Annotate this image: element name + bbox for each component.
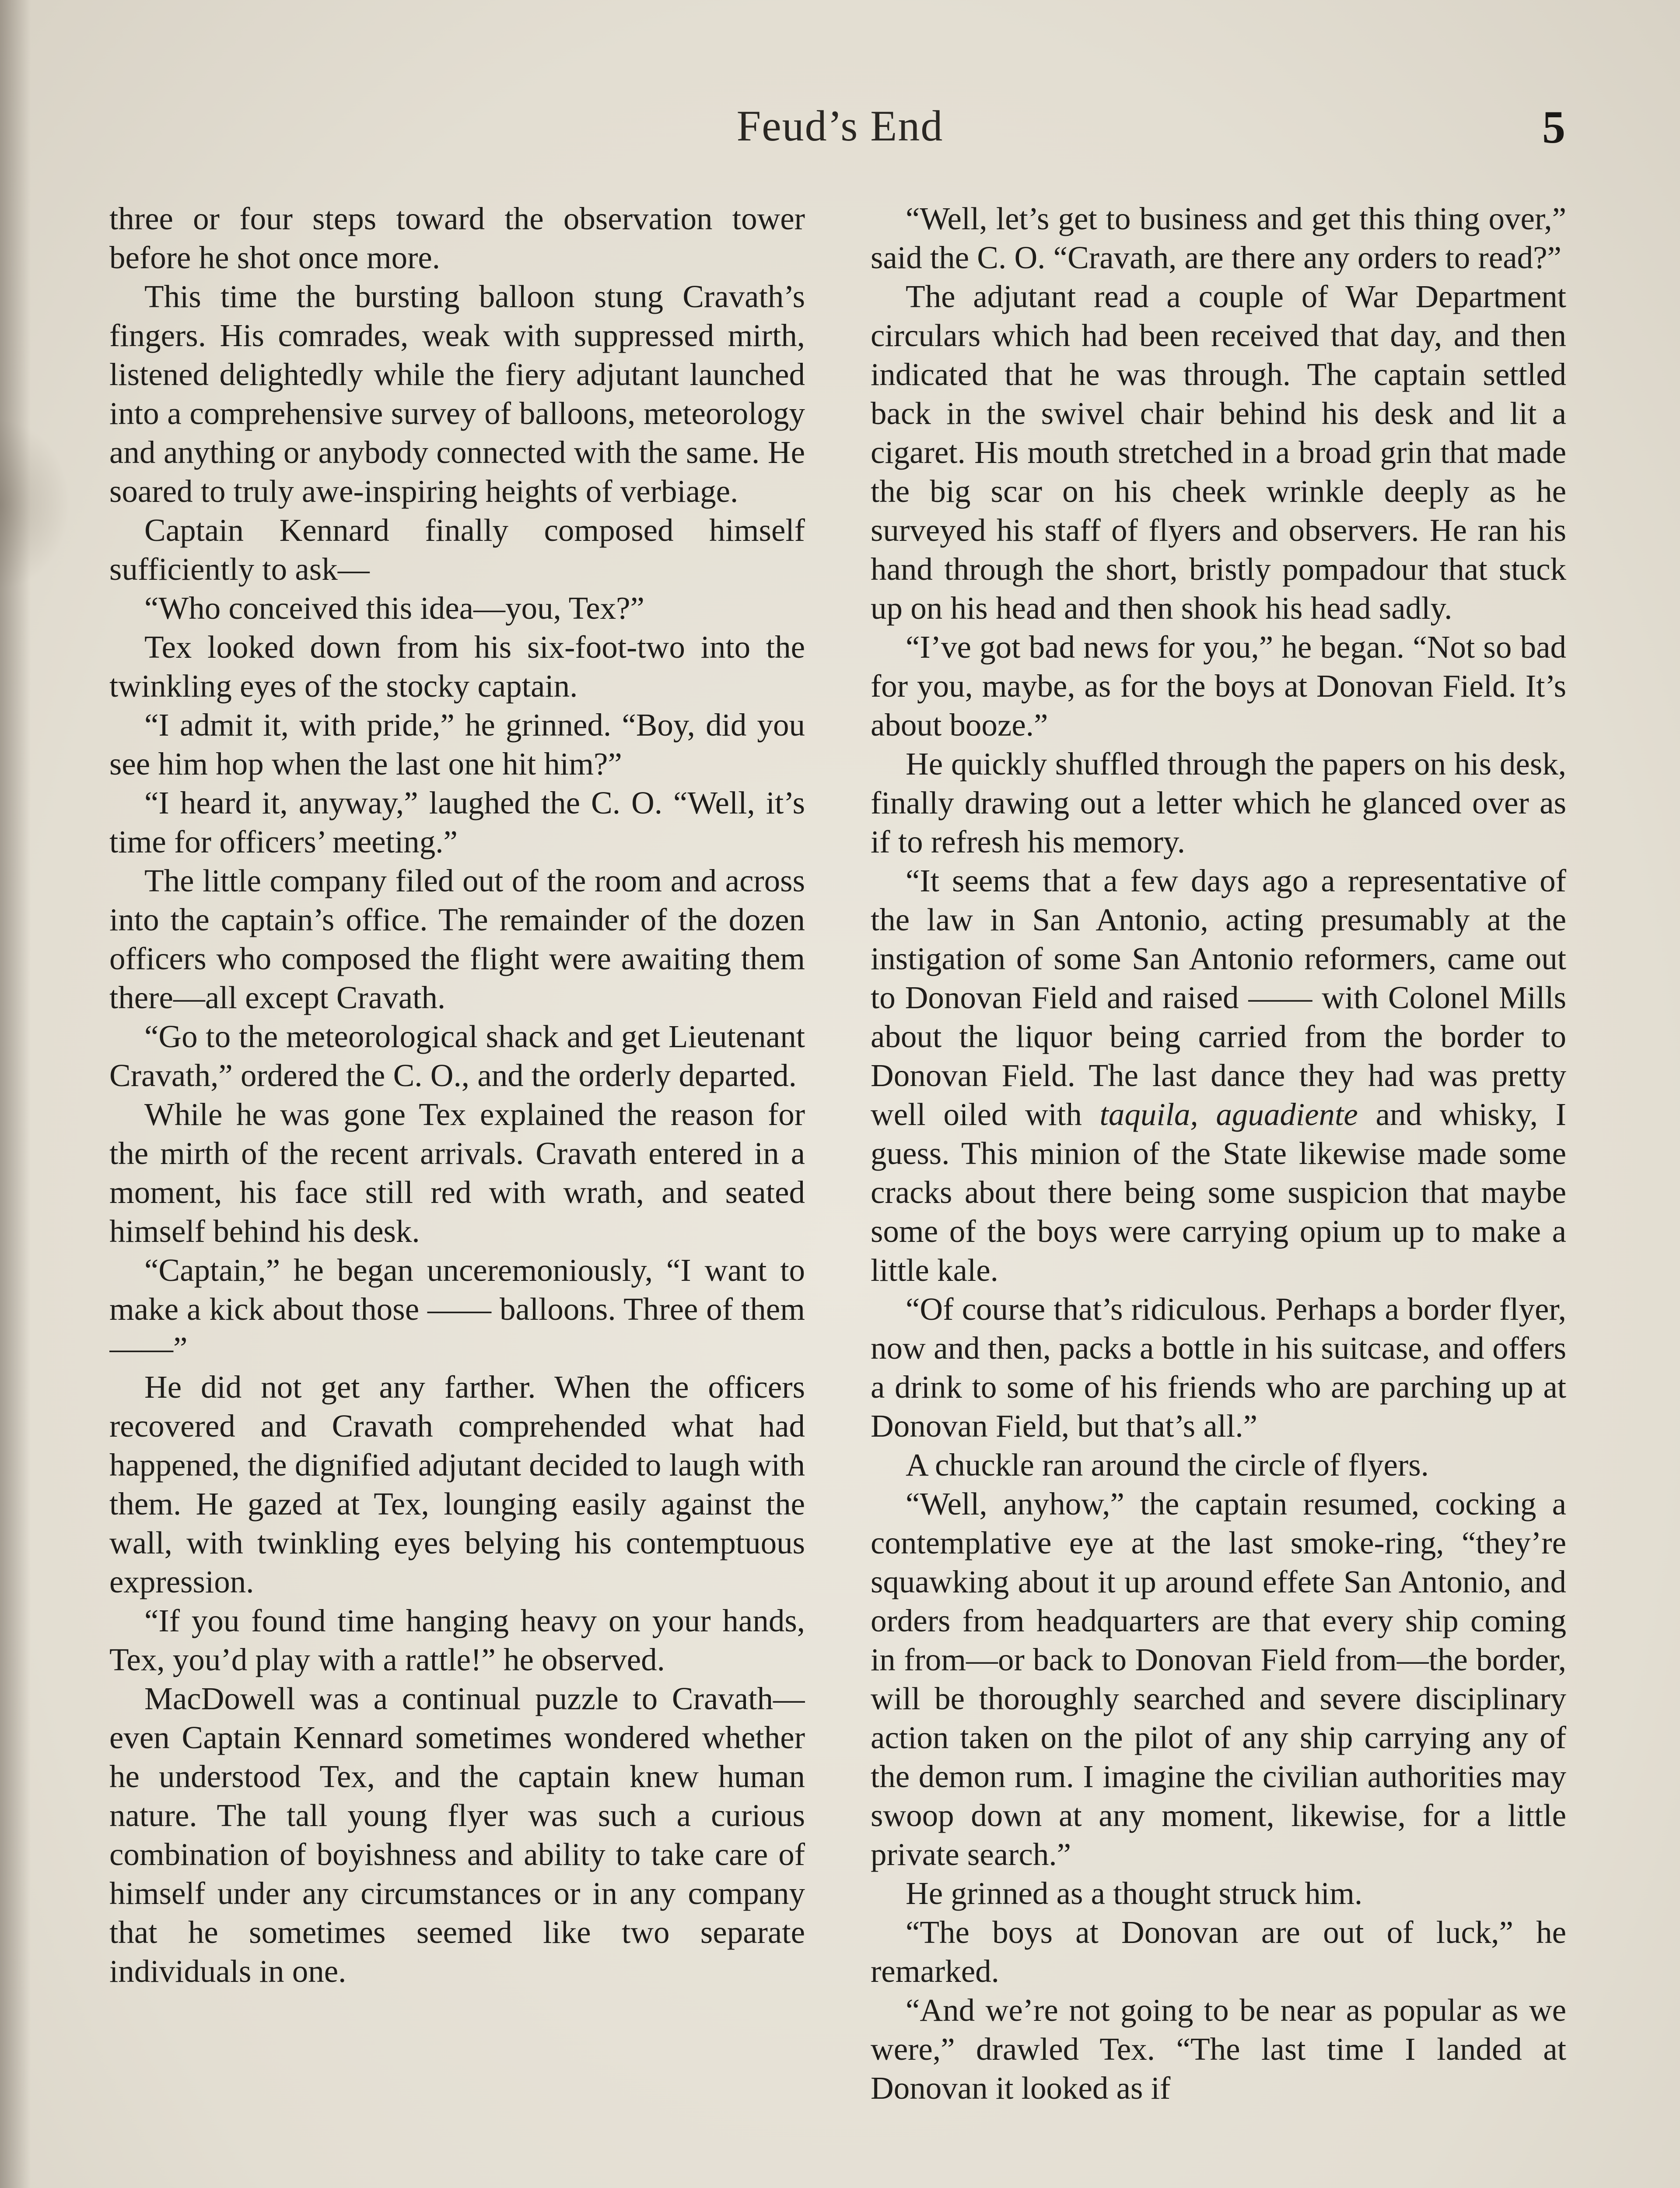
paragraph: “I’ve got bad news for you,” he began. “Not so bad for you, maybe, as for the boys at Donovan Field. It’s about booze.” <box>871 629 1566 743</box>
paragraph: “Well, anyhow,” the captain resumed, cocking a contemplative eye at the last smoke-ring, “they’re squawking about it up around effete San Antonio, and orders from headquarters are that every ship coming in from—or back to Donovan Field from—the border, will be thoroughly searched and severe disciplinary action taken on the pilot of any ship carrying any of the demon rum. I imagine the civilian authorities may swoop down at any moment, likewise, for a little private search.” <box>871 1486 1566 1872</box>
paragraph: three or four steps toward the observation tower before he shot once more. <box>109 201 805 275</box>
paragraph: “I admit it, with pride,” he grinned. “Boy, did you see him hop when the last one hit him?” <box>109 707 805 782</box>
running-title: Feud’s End <box>736 102 944 150</box>
paragraph: “Go to the meteorological shack and get Lieutenant Cravath,” ordered the C. O., and the orderly departed. <box>109 1019 805 1093</box>
paragraph: While he was gone Tex explained the reason for the mirth of the recent arrivals. Cravath entered in a moment, his face still red with wrath, and seated himself behind his desk. <box>109 1097 805 1249</box>
paragraph: “I heard it, anyway,” laughed the C. O. “Well, it’s time for officers’ meeting.” <box>109 785 805 859</box>
paragraph: MacDowell was a continual puzzle to Cravath—even Captain Kennard sometimes wondered whether he understood Tex, and the captain knew human nature. The tall young flyer was such a curious combination of boyishness and ability to take care of himself under any circumstances or in any company that he sometimes seemed like two separate individuals in one. <box>109 1681 805 1989</box>
italic-word: taquila, <box>1099 1097 1198 1132</box>
paragraph: He grinned as a thought struck him. <box>906 1876 1363 1911</box>
paragraph: He quickly shuffled through the papers on his desk, finally drawing out a letter which he glanced over as if to refresh his memory. <box>871 746 1566 859</box>
paragraph: This time the bursting balloon stung Cravath’s fingers. His comrades, weak with suppressed mirth, listened delightedly while the fiery adjutant launched into a comprehensive survey of balloons, meteorology and anything or anybody connected with the same. He soared to truly awe-inspiring heights of verbiage. <box>109 279 805 509</box>
paragraph: “Of course that’s ridiculous. Perhaps a border flyer, now and then, packs a bottle in his suitcase, and offers a drink to some of his friends who are parching up at Donovan Field, but that’s all.” <box>871 1291 1566 1444</box>
paragraph: Captain Kennard finally composed himself sufficiently to ask— <box>109 512 805 587</box>
paragraph: “Well, let’s get to business and get this thing over,” said the C. O. “Cravath, are there any orders to read?” <box>871 201 1566 275</box>
page-spine-shadow <box>0 0 31 2188</box>
page-header <box>0 101 1680 166</box>
left-text-column <box>109 199 805 2188</box>
italic-word: aguadiente <box>1216 1097 1358 1132</box>
paragraph: “The boys at Donovan are out of luck,” he remarked. <box>871 1914 1566 1989</box>
page-number: 5 <box>1542 102 1565 153</box>
paragraph: The adjutant read a couple of War Department circulars which had been received that day, and then indicated that he was through. The captain settled back in the swivel chair behind his desk and lit a cigaret. His mouth stretched in a broad grin that made the big scar on his cheek wrinkle deeply as he surveyed his staff of flyers and observers. He ran his hand through the short, bristly pompadour that stuck up on his head and then shook his head sadly. <box>871 279 1566 626</box>
paragraph: “If you found time hanging heavy on your hands, Tex, you’d play with a rattle!” he observed. <box>109 1603 805 1677</box>
text-run: and whisky, I guess. This minion of the State likewise made some cracks about there being some suspicion that maybe some of the boys were carrying opium up to make a little kale. <box>871 1097 1566 1288</box>
paragraph: “Who conceived this idea—you, Tex?” <box>144 590 644 626</box>
paragraph <box>871 861 1566 1290</box>
paragraph: The little company filed out of the room and across into the captain’s office. The remainder of the dozen officers who composed the flight were awaiting them there—all except Cravath. <box>109 863 805 1015</box>
paragraph: “And we’re not going to be near as popular as we were,” drawled Tex. “The last time I landed at Donovan it looked as if <box>871 1992 1566 2106</box>
paragraph: Tex looked down from his six-foot-two into the twinkling eyes of the stocky captain. <box>109 629 805 704</box>
right-text-column <box>871 199 1566 2188</box>
paragraph: He did not get any farther. When the officers recovered and Cravath comprehended what had happened, the dignified adjutant decided to laugh with them. He gazed at Tex, lounging easily against the wall, with twinkling eyes belying his contemptuous expression. <box>109 1369 805 1599</box>
paragraph: “Captain,” he began unceremoniously, “I want to make a kick about those —— balloons. Three of them——” <box>109 1252 805 1366</box>
text-run: “It seems that a few days ago a representative of the law in San Antonio, acting presumably at the instigation of some San Antonio reformers, came out to Donovan Field and raised —— with Colonel Mills about the liquor being carried from the border to Donovan Field. The last dance they had was pretty well oiled with <box>871 863 1566 1132</box>
paragraph: A chuckle ran around the circle of flyers. <box>906 1447 1429 1483</box>
